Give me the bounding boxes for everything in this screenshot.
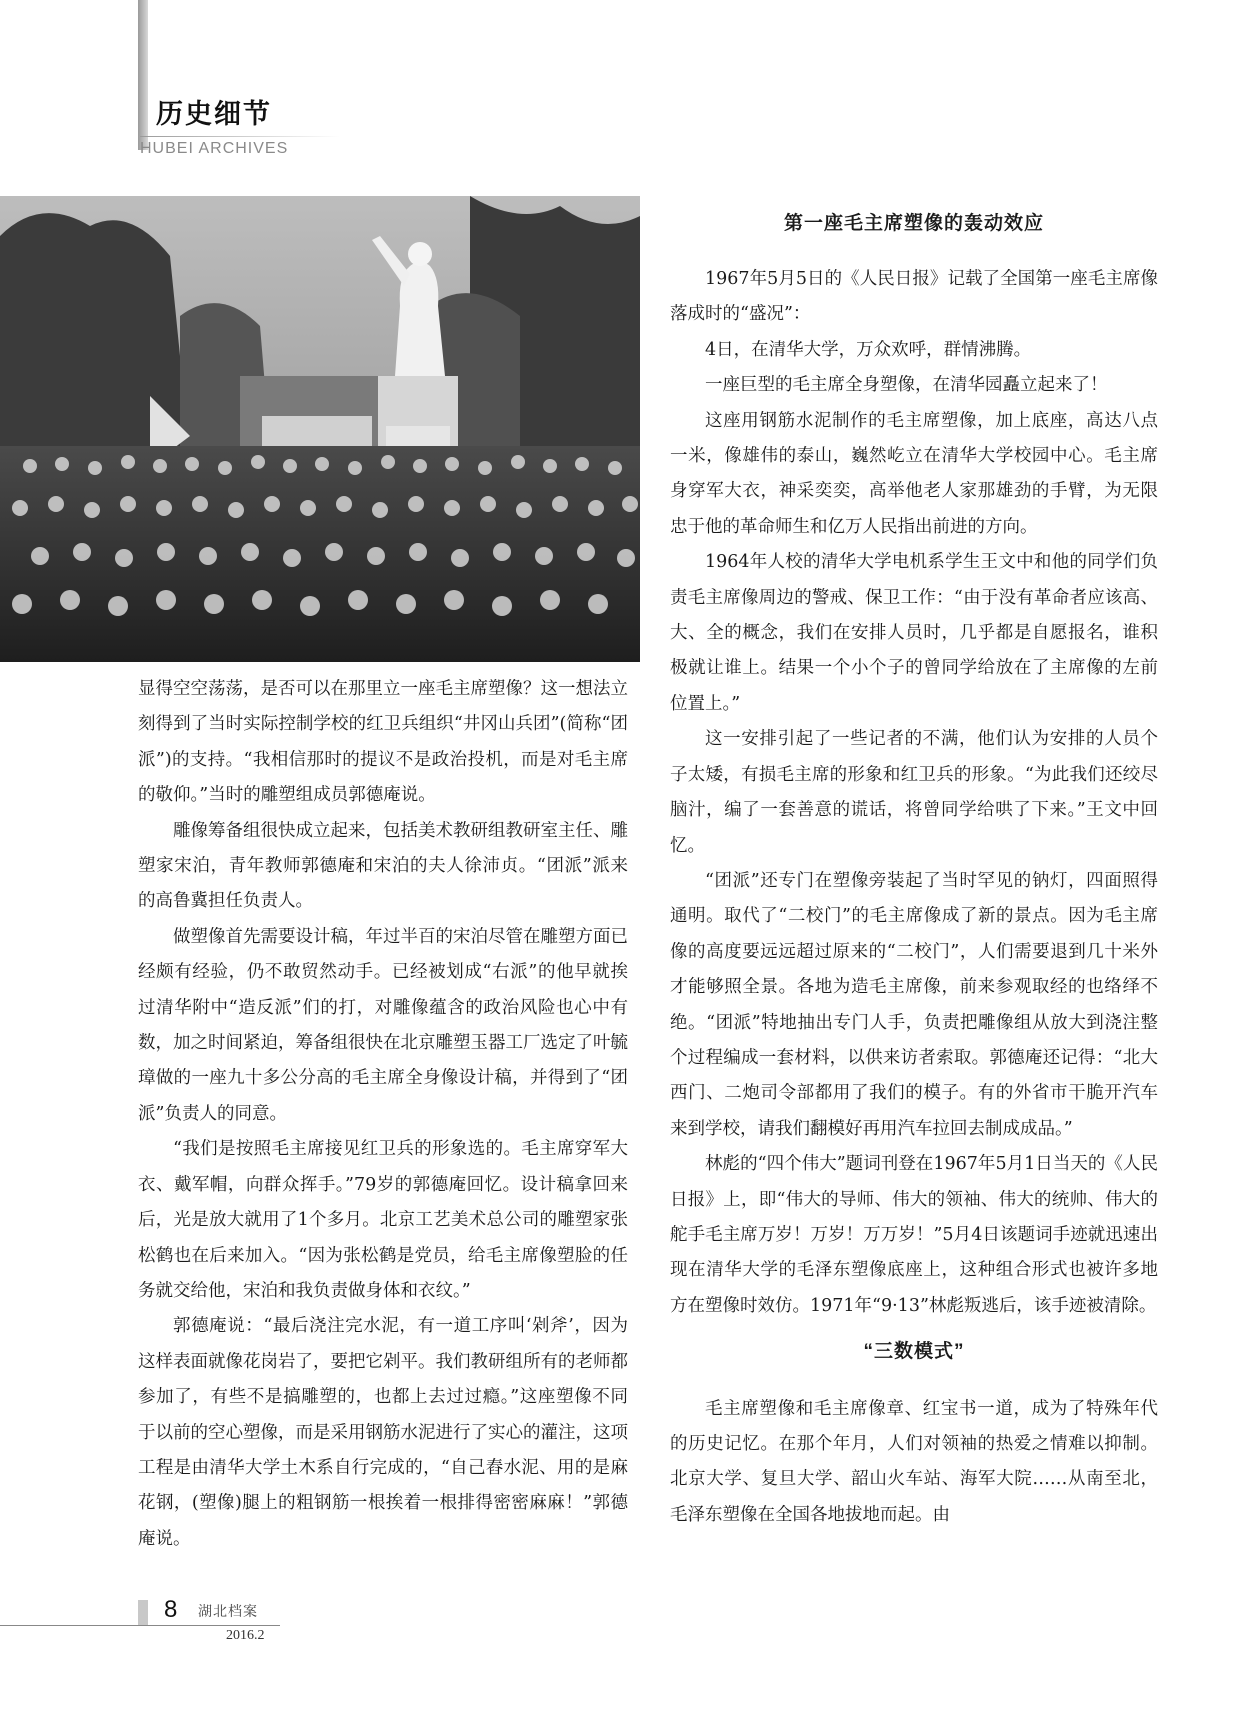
statue-crowd-photo <box>0 196 640 662</box>
body-paragraph: 郭德庵说：“最后浇注完水泥，有一道工序叫‘剁斧’，因为这样表面就像花岗岩了，要把它剁平。我们教研组所有的老师都参加了，有些不是搞雕塑的，也都上去过过瘾。”这座塑像不同于以前的空心塑像，而是采用钢筋水泥进行了实心的灌注，这项工程是由清华大学土木系自行完成的，“自己舂水泥、用的是麻花钢，(塑像)腿上的粗钢筋一根挨着一根排得密密麻麻！”郭德庵说。 <box>138 1316 628 1549</box>
left-text-column <box>138 672 628 1557</box>
body-paragraph: “团派”还专门在塑像旁装起了当时罕见的钠灯，四面照得通明。取代了“二校门”的毛主席像成了新的景点。因为毛主席像的高度要远远超过原来的“二校门”，人们需要退到几十米外才能够照全景。各地为造毛主席像，前来参观取经的也络绎不绝。“团派”特地抽出专门人手，负责把雕像组从放大到浇注整个过程编成一套材料，以供来访者索取。郭德庵还记得：“北大西门、二炮司令部都用了我们的模子。有的外省市干脆开汽车来到学校，请我们翻模好再用汽车拉回去制成成品。” <box>670 870 1158 1139</box>
body-paragraph: 这一安排引起了一些记者的不满，他们认为安排的人员个子太矮，有损毛主席的形象和红卫兵的形象。“为此我们还绞尽脑汁，编了一套善意的谎话，将曾同学给哄了下来。”王文中回忆。 <box>670 729 1158 856</box>
body-paragraph: 4日，在清华大学，万众欢呼，群情沸腾。 <box>705 339 1032 360</box>
body-paragraph: 毛主席塑像和毛主席像章、红宝书一道，成为了特殊年代的历史记忆。在那个年月，人们对领袖的热爱之情难以抑制。北京大学、复旦大学、韶山火车站、海军大院……从南至北，毛泽东塑像在全国各地拔地而起。由 <box>670 1398 1158 1525</box>
footer-divider <box>0 1625 280 1626</box>
section-marker-bar <box>138 0 148 150</box>
body-paragraph: 林彪的“四个伟大”题词刊登在1967年5月1日当天的《人民日报》上，即“伟大的导师、伟大的领袖、伟大的统帅、伟大的舵手毛主席万岁！万岁！万万岁！”5月4日该题词手迹就迅速出现在清华大学的毛泽东塑像底座上，这种组合形式也被许多地方在塑像时效仿。1971年“9·13”林彪叛逃后，该手迹被清除。 <box>670 1154 1158 1316</box>
body-paragraph: 这座用钢筋水泥制作的毛主席塑像，加上底座，高达八点一米，像雄伟的泰山，巍然屹立在清华大学校园中心。毛主席身穿军大衣，神采奕奕，高举他老人家那雄劲的手臂，为无限忠于他的革命师生和亿万人民指出前进的方向。 <box>670 410 1158 537</box>
section-divider <box>140 136 340 137</box>
article-heading: 第一座毛主席塑像的轰动效应 <box>783 213 1044 234</box>
right-text-column <box>670 262 1158 1533</box>
issue-number: 2016.2 <box>226 1628 265 1643</box>
page-number: 8 <box>164 1596 178 1623</box>
footer-marker-bar <box>138 1600 148 1625</box>
body-paragraph: 做塑像首先需要设计稿，年过半百的宋泊尽管在雕塑方面已经颇有经验，仍不敢贸然动手。已经被划成“右派”的他早就挨过清华附中“造反派”们的打，对雕像蕴含的政治风险也心中有数，加之时间紧迫，筹备组很快在北京雕塑玉器工厂选定了叶毓璋做的一座九十多公分高的毛主席全身像设计稿，并得到了“团派”负责人的同意。 <box>138 926 628 1124</box>
body-paragraph: 显得空空荡荡，是否可以在那里立一座毛主席塑像？这一想法立刻得到了当时实际控制学校的红卫兵组织“井冈山兵团”(简称“团派”)的支持。“我相信那时的提议不是政治投机，而是对毛主席的敬仰。”当时的雕塑组成员郭德庵说。 <box>138 679 628 806</box>
section-subtitle: HUBEI ARCHIVES <box>140 140 289 157</box>
body-paragraph: 雕像筹备组很快成立起来，包括美术教研组教研室主任、雕塑家宋泊，青年教师郭德庵和宋泊的夫人徐沛贞。“团派”派来的高鲁冀担任负责人。 <box>138 820 628 912</box>
body-paragraph: 1964年人校的清华大学电机系学生王文中和他的同学们负责毛主席像周边的警戒、保卫工作：“由于没有革命者应该高、大、全的概念，我们在安排人员时，几乎都是自愿报名，谁积极就让谁上。结果一个小个子的曾同学给放在了主席像的左前位置上。” <box>670 552 1158 714</box>
section-title: 历史细节 <box>156 99 272 130</box>
body-paragraph: 一座巨型的毛主席全身塑像，在清华园矗立起来了！ <box>705 375 1108 396</box>
body-paragraph: 1967年5月5日的《人民日报》记载了全国第一座毛主席像落成时的“盛况”： <box>670 269 1158 325</box>
journal-name: 湖北档案 <box>198 1604 258 1620</box>
body-paragraph: “我们是按照毛主席接见红卫兵的形象选的。毛主席穿军大衣、戴军帽，向群众挥手。”79岁的郭德庵回忆。设计稿拿回来后，光是放大就用了1个多月。北京工艺美术总公司的雕塑家张松鹤也在后来加入。“因为张松鹤是党员，给毛主席像塑脸的任务就交给他，宋泊和我负责做身体和衣纹。” <box>138 1139 628 1301</box>
article-subheading: “三数模式” <box>863 1341 965 1363</box>
